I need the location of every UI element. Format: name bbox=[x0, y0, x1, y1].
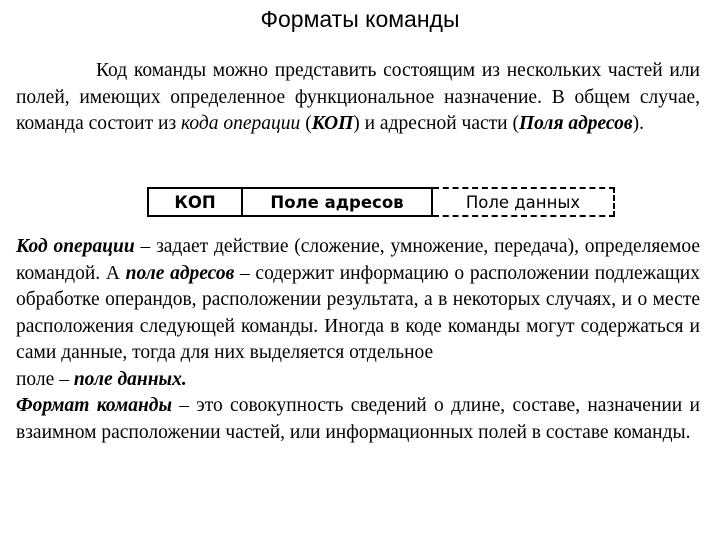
intro-text-3: ) и адресной части ( bbox=[353, 113, 519, 134]
body-text-1: – задает действие (сложение, умножение, передача), определяемое командой. А bbox=[16, 236, 700, 284]
body-text-2: – содержит информацию о расположении подлежащих обработке операндов, расположении результата, а в некоторых случаях, и о месте расположения следующей команды. Иногда в коде команды могут содержаться и сами данные, тогда для них выделяется отдельное bbox=[16, 262, 700, 363]
body-text-3: поле – bbox=[16, 368, 74, 390]
intro-text-1: Код команды можно представить состоящим из нескольких частей или полей, имеющих определенное функциональное назначение. В общем случае, команда состоит из bbox=[16, 60, 700, 134]
body-line-data-field bbox=[16, 367, 700, 394]
instruction-format-diagram bbox=[147, 187, 615, 221]
term-address-field: поле адресов bbox=[125, 262, 235, 284]
intro-term-address-field: Поля адресов bbox=[519, 113, 633, 134]
intro-term-kop: КОП bbox=[311, 113, 354, 134]
diagram-cell-data-field: Поле данных bbox=[433, 187, 615, 217]
diagram-cell-address-field: Поле адресов bbox=[243, 187, 433, 217]
intro-paragraph bbox=[16, 58, 700, 138]
page-title: Форматы команды bbox=[260, 6, 460, 32]
body-paragraph bbox=[16, 234, 700, 446]
intro-term-opcode: кода операции bbox=[181, 113, 301, 134]
body-text-4: – это совокупность сведений о длине, составе, назначении и взаимном расположении частей, или информационных полей в составе команды. bbox=[16, 395, 700, 443]
diagram-cell-kop: КОП bbox=[147, 187, 243, 217]
term-data-field: поле данных. bbox=[73, 368, 187, 390]
term-instruction-format: Формат команды bbox=[16, 395, 172, 416]
intro-text-2: ( bbox=[300, 113, 312, 134]
intro-text-4: ). bbox=[632, 113, 644, 134]
term-opcode: Код операции bbox=[16, 236, 135, 257]
